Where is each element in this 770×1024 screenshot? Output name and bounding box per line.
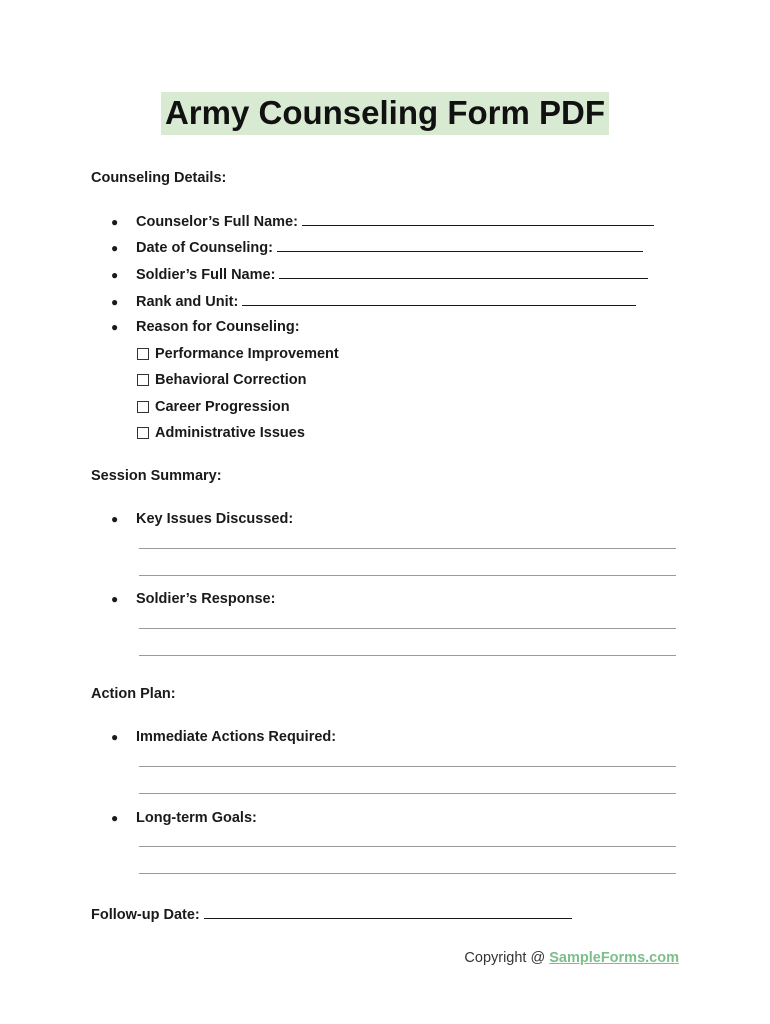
field-soldier-response bbox=[111, 591, 275, 607]
option-label: Behavioral Correction bbox=[155, 372, 307, 388]
copyright-notice bbox=[464, 950, 679, 966]
checkbox-icon[interactable] bbox=[137, 427, 149, 439]
soldier-response-line-2[interactable] bbox=[139, 655, 676, 656]
field-counselor-name bbox=[111, 212, 654, 230]
bullet-icon: ● bbox=[111, 592, 119, 606]
field-soldier-name bbox=[111, 265, 648, 283]
field-label: Long-term Goals: bbox=[136, 810, 257, 826]
field-label: Rank and Unit: bbox=[136, 294, 239, 310]
title-container bbox=[0, 92, 770, 135]
field-reason-for-counseling bbox=[111, 319, 300, 335]
bullet-icon: ● bbox=[111, 730, 119, 744]
date-of-counseling-blank[interactable] bbox=[277, 238, 643, 252]
checkbox-icon[interactable] bbox=[137, 401, 149, 413]
checkbox-icon[interactable] bbox=[137, 374, 149, 386]
brand-link[interactable]: SampleForms.com bbox=[549, 950, 679, 966]
option-label: Career Progression bbox=[155, 399, 290, 415]
section-heading-action-plan: Action Plan: bbox=[91, 686, 176, 702]
long-term-goals-line-1[interactable] bbox=[139, 846, 676, 847]
section-heading-session-summary: Session Summary: bbox=[91, 468, 222, 484]
immediate-actions-line-1[interactable] bbox=[139, 766, 676, 767]
follow-up-date-blank[interactable] bbox=[204, 905, 572, 919]
key-issues-line-1[interactable] bbox=[139, 548, 676, 549]
bullet-icon: ● bbox=[111, 215, 119, 229]
bullet-icon: ● bbox=[111, 295, 119, 309]
field-label: Follow-up Date: bbox=[91, 907, 200, 923]
field-rank-and-unit bbox=[111, 292, 636, 310]
field-label: Soldier’s Full Name: bbox=[136, 267, 276, 283]
option-label: Performance Improvement bbox=[155, 346, 339, 362]
soldier-name-blank[interactable] bbox=[279, 265, 648, 279]
field-label: Immediate Actions Required: bbox=[136, 729, 337, 745]
bullet-icon: ● bbox=[111, 241, 119, 255]
option-behavioral-correction[interactable] bbox=[137, 372, 307, 388]
field-label: Soldier’s Response: bbox=[136, 591, 276, 607]
bullet-icon: ● bbox=[111, 268, 119, 282]
bullet-icon: ● bbox=[111, 320, 119, 334]
field-label: Date of Counseling: bbox=[136, 240, 273, 256]
field-key-issues-discussed bbox=[111, 511, 293, 527]
field-label: Key Issues Discussed: bbox=[136, 511, 294, 527]
copyright-prefix: Copyright @ bbox=[464, 950, 550, 966]
bullet-icon: ● bbox=[111, 512, 119, 526]
field-follow-up-date bbox=[91, 905, 572, 923]
soldier-response-line-1[interactable] bbox=[139, 628, 676, 629]
checkbox-icon[interactable] bbox=[137, 348, 149, 360]
key-issues-line-2[interactable] bbox=[139, 575, 676, 576]
option-label: Administrative Issues bbox=[155, 425, 305, 441]
page-title: Army Counseling Form PDF bbox=[161, 92, 609, 135]
field-immediate-actions bbox=[111, 729, 336, 745]
rank-and-unit-blank[interactable] bbox=[242, 292, 636, 306]
option-career-progression[interactable] bbox=[137, 399, 290, 415]
bullet-icon: ● bbox=[111, 811, 119, 825]
long-term-goals-line-2[interactable] bbox=[139, 873, 676, 874]
counselor-name-blank[interactable] bbox=[302, 212, 654, 226]
field-date-of-counseling bbox=[111, 238, 643, 256]
immediate-actions-line-2[interactable] bbox=[139, 793, 676, 794]
section-heading-counseling-details: Counseling Details: bbox=[91, 170, 227, 186]
field-label: Counselor’s Full Name: bbox=[136, 214, 298, 230]
option-administrative-issues[interactable] bbox=[137, 425, 305, 441]
field-long-term-goals bbox=[111, 810, 257, 826]
option-performance-improvement[interactable] bbox=[137, 346, 339, 362]
field-label: Reason for Counseling: bbox=[136, 319, 300, 335]
